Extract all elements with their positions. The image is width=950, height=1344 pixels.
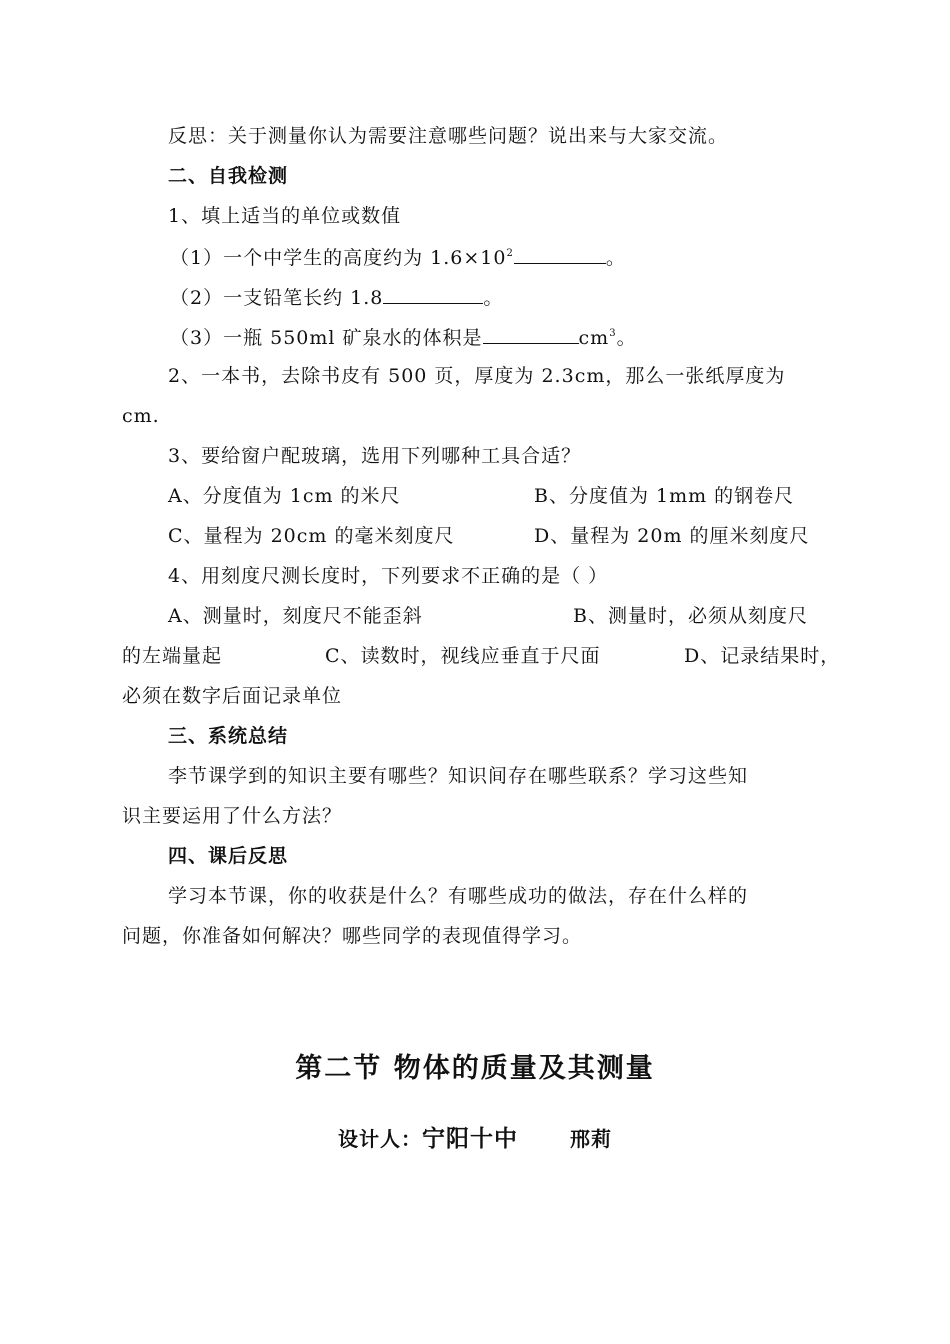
q4-option-a[interactable]: A、测量时，刻度尺不能歪斜 <box>168 605 423 627</box>
q4-option-b-part1[interactable]: B、测量时，必须从刻度尺 <box>573 605 808 627</box>
next-section-title: 第二节 物体的质量及其测量 <box>295 1053 655 1084</box>
section2-heading: 二、自我检测 <box>168 165 289 187</box>
q1-item-1-end: 。 <box>605 247 626 269</box>
q4-option-b-part2[interactable]: 的左端量起 <box>122 645 223 667</box>
q1-item-1-blank[interactable] <box>514 244 606 264</box>
q1-item-3-blank[interactable] <box>483 324 579 344</box>
q1-item-1 <box>170 244 626 270</box>
q3-option-d[interactable]: D、量程为 20m 的厘米刻度尺 <box>534 525 810 547</box>
q1-item-2 <box>170 284 503 310</box>
q4-option-c[interactable]: C、读数时，视线应垂直于尺面 <box>325 645 601 667</box>
section3-line2: 识主要运用了什么方法？ <box>122 805 343 827</box>
q2-line1: 2、一本书，去除书皮有 500 页，厚度为 2.3cm，那么一张纸厚度为 <box>168 365 786 387</box>
q1-stem: 1、填上适当的单位或数值 <box>168 205 402 227</box>
q1-item-3-text: （3）一瓶 550ml 矿泉水的体积是 <box>170 327 483 349</box>
q1-item-3 <box>170 324 637 350</box>
byline-author: 邢莉 <box>570 1127 612 1151</box>
q1-item-3-end: 。 <box>616 327 637 349</box>
q3-option-a[interactable]: A、分度值为 1cm 的米尺 <box>168 485 401 507</box>
section3-line1: 李节课学到的知识主要有哪些？知识间存在哪些联系？学习这些知 <box>168 765 749 787</box>
q1-item-1-text: （1）一个中学生的高度约为 1.6×10 <box>170 247 507 269</box>
q3-option-c[interactable]: C、量程为 20cm 的毫米刻度尺 <box>168 525 455 547</box>
byline-school: 宁阳十中 <box>422 1125 518 1152</box>
q1-item-2-blank[interactable] <box>383 284 483 304</box>
q4-stem: 4、用刻度尺测长度时，下列要求不正确的是（ ） <box>168 565 609 587</box>
q1-item-2-end: 。 <box>483 287 504 309</box>
q1-item-3-unit: cm <box>578 327 610 349</box>
section4-line1: 学习本节课，你的收获是什么？有哪些成功的做法，存在什么样的 <box>168 885 749 907</box>
section4-line2: 问题，你准备如何解决？哪些同学的表现值得学习。 <box>122 925 583 947</box>
byline <box>0 1120 950 1153</box>
section3-heading: 三、系统总结 <box>168 725 289 747</box>
q1-item-1-exponent: 2 <box>506 248 514 259</box>
byline-label: 设计人： <box>338 1127 422 1151</box>
q1-item-2-text: （2）一支铅笔长约 1.8 <box>170 287 384 309</box>
q3-stem: 3、要给窗户配玻璃，选用下列哪种工具合适？ <box>168 445 582 467</box>
q3-option-b[interactable]: B、分度值为 1mm 的钢卷尺 <box>534 485 795 507</box>
section4-heading: 四、课后反思 <box>168 845 289 867</box>
q4-option-d-part2[interactable]: 必须在数字后面记录单位 <box>122 685 343 707</box>
q4-option-d-part1[interactable]: D、记录结果时， <box>684 645 841 667</box>
q1-item-3-exponent: 3 <box>609 328 617 339</box>
q2-line2: cm. <box>122 405 160 427</box>
reflection-text: 反思：关于测量你认为需要注意哪些问题？说出来与大家交流。 <box>168 125 729 147</box>
